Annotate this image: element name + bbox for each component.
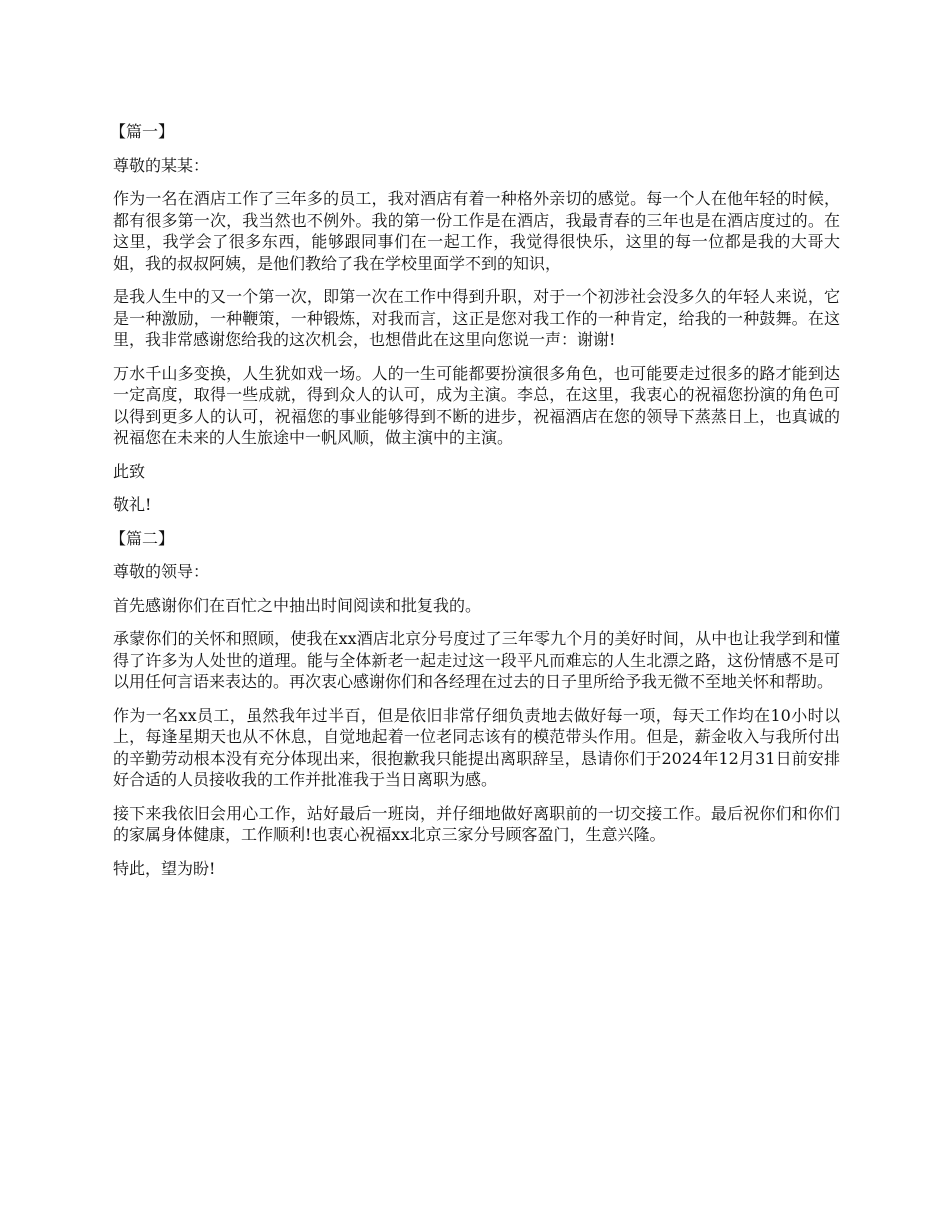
section-heading-1: 【篇一】: [110, 122, 175, 141]
body-paragraph: 是我人生中的又一个第一次，即第一次在工作中得到升职，对于一个初涉社会没多久的年轻人来说，它是一种激励，一种鞭策，一种锻炼，对我而言，这正是您对我工作的一种肯定，给我的一种鼓舞。在这里，我非常感谢您给我的这次机会，也想借此在这里向您说一声：谢谢!: [113, 287, 840, 349]
body-paragraph: 承蒙你们的关怀和照顾，使我在xx酒店北京分号度过了三年零九个月的美好时间，从中也让我学到和懂得了许多为人处世的道理。能与全体新老一起走过这一段平凡而难忘的人生北漂之路，这份情感不是可以用任何言语来表达的。再次衷心感谢你们和各经理在过去的日子里所给予我无微不至地关怀和帮助。: [113, 629, 840, 691]
closing-line: 此致: [113, 461, 146, 481]
closing-line: 敬礼!: [113, 495, 152, 514]
body-paragraph: 作为一名在酒店工作了三年多的员工，我对酒店有着一种格外亲切的感觉。每一个人在他年轻的时候，都有很多第一次，我当然也不例外。我的第一份工作是在酒店，我最青春的三年也是在酒店度过的。在这里，我学会了很多东西，能够跟同事们在一起工作，我觉得很快乐，这里的每一位都是我的大哥大姐，我的叔叔阿姨，是他们教给了我在学校里面学不到的知识，: [113, 189, 840, 273]
body-paragraph: 接下来我依旧会用心工作，站好最后一班岗，并仔细地做好离职前的一切交接工作。最后祝你们和你们的家属身体健康，工作顺利!也衷心祝福xx北京三家分号顾客盈门，生意兴隆。: [113, 803, 840, 844]
document-body: [110, 121, 840, 891]
body-paragraph: 万水千山多变换，人生犹如戏一场。人的一生可能都要扮演很多角色，也可能要走过很多的路才能到达一定高度，取得一些成就，得到众人的认可，成为主演。李总，在这里，我衷心的祝福您扮演的角色可以得到更多人的认可，祝福您的事业能够得到不断的进步，祝福酒店在您的领导下蒸蒸日上，也真诚的祝福您在未来的人生旅途中一帆风顺，做主演中的主演。: [113, 363, 840, 447]
body-paragraph: 首先感谢你们在百忙之中抽出时间阅读和批复我的。: [113, 595, 482, 615]
section-heading-2: 【篇二】: [110, 528, 175, 548]
closing-line: 特此，望为盼!: [113, 858, 216, 878]
body-paragraph: 作为一名xx员工，虽然我年过半百，但是依旧非常仔细负责地去做好每一项，每天工作均在10小时以上，每逢星期天也从不休息，自觉地起着一位老同志该有的模范带头作用。但是，薪金收入与我所付出的辛勤劳动根本没有充分体现出来，很抱歉我只能提出离职辞呈，恳请你们于2024年12月31日前安排好合适的人员接收我的工作并批准我于当日离职为感。: [113, 705, 840, 789]
salutation-1: 尊敬的某某：: [113, 155, 210, 175]
salutation-2: 尊敬的领导：: [113, 562, 210, 581]
